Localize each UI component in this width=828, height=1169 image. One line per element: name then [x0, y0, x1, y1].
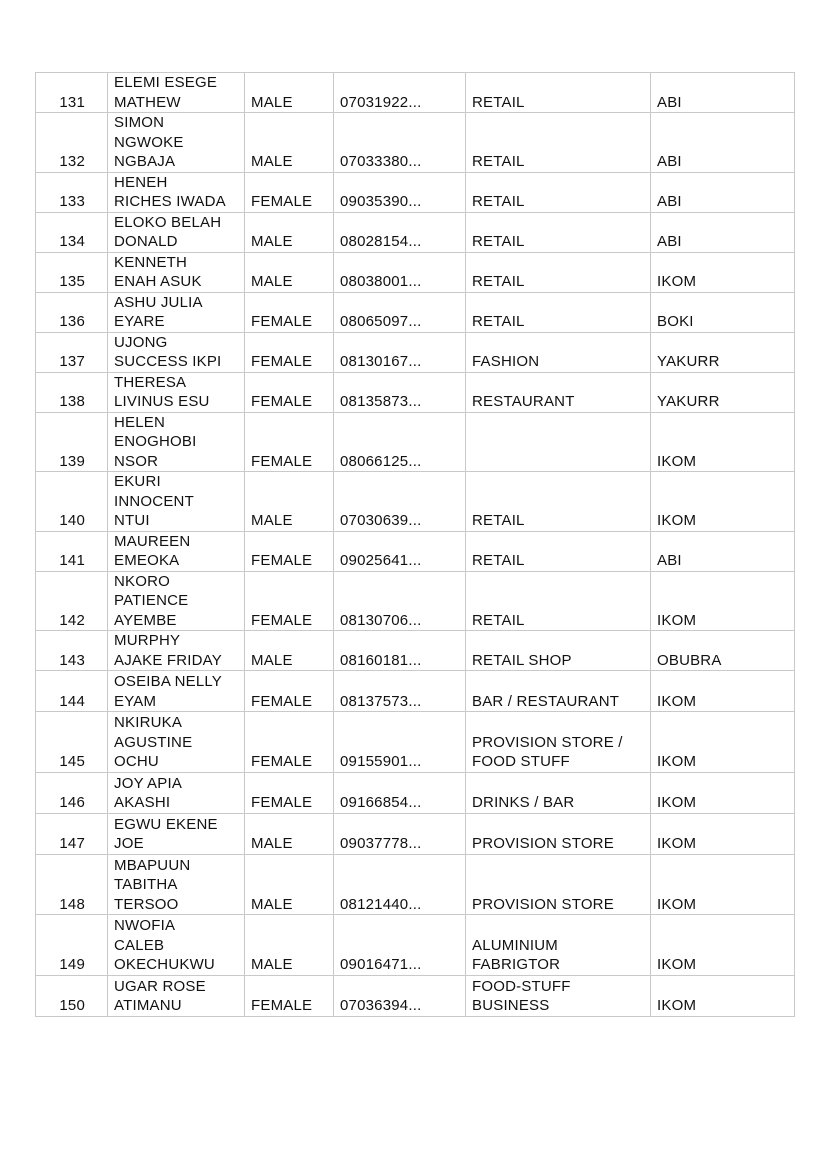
business-cell	[466, 412, 651, 472]
cell-line: PROVISION STORE	[472, 835, 614, 852]
cell-text: 08121440...	[340, 895, 422, 913]
table-row	[36, 813, 795, 854]
cell-text: 09037778...	[340, 835, 422, 852]
cell-text: 132	[59, 153, 85, 170]
cell-line: KENNETH	[114, 253, 188, 271]
gender-cell	[245, 772, 334, 813]
cell-line: CALEB	[114, 936, 165, 954]
cell-text: 137	[59, 353, 85, 370]
cell-line: MURPHY	[114, 632, 181, 649]
cell-line: NKIRUKA	[114, 714, 183, 731]
cell-text: 138	[59, 393, 85, 410]
cell-line: RETAIL	[472, 313, 525, 330]
cell-text: BOKI	[657, 313, 694, 330]
lga-cell	[651, 854, 795, 915]
phone-cell	[334, 671, 466, 712]
table-row	[36, 73, 795, 113]
cell-text: 145	[59, 753, 85, 770]
cell-line: EKURI	[114, 473, 161, 490]
gender-cell	[245, 975, 334, 1016]
cell-line: FOOD-STUFF	[472, 977, 571, 995]
gender-cell	[245, 252, 334, 292]
lga-cell	[651, 712, 795, 773]
cell-text: 135	[59, 273, 85, 290]
cell-line: ELEMI ESEGE	[114, 74, 218, 91]
serial-number-cell	[36, 113, 108, 173]
cell-line: PATIENCE	[114, 592, 189, 609]
cell-line: TABITHA	[114, 876, 178, 893]
phone-cell	[334, 372, 466, 412]
cell-line: RETAIL	[472, 273, 525, 290]
cell-text: 147	[59, 835, 85, 852]
cell-line: TERSOO	[114, 895, 179, 913]
phone-cell	[334, 975, 466, 1016]
serial-number-cell	[36, 671, 108, 712]
beneficiary-table	[35, 72, 795, 1017]
cell-text: 146	[59, 794, 85, 811]
name-cell	[108, 212, 245, 252]
cell-text: 09166854...	[340, 794, 422, 811]
gender-cell	[245, 915, 334, 976]
lga-cell	[651, 472, 795, 532]
gender-cell	[245, 631, 334, 671]
business-cell	[466, 252, 651, 292]
business-cell	[466, 212, 651, 252]
cell-line: OCHU	[114, 753, 159, 770]
cell-line: EMEOKA	[114, 552, 180, 569]
phone-cell	[334, 631, 466, 671]
cell-text: ABI	[657, 233, 682, 250]
cell-line: MAUREEN	[114, 532, 191, 550]
cell-text: 09016471...	[340, 956, 422, 973]
cell-line: RESTAURANT	[472, 393, 575, 410]
lga-cell	[651, 172, 795, 212]
cell-line: AGUSTINE	[114, 733, 193, 751]
cell-text: 08066125...	[340, 452, 422, 470]
phone-cell	[334, 571, 466, 631]
cell-line: BUSINESS	[472, 997, 550, 1014]
cell-text: MALE	[251, 835, 293, 852]
cell-line: FABRIGTOR	[472, 956, 561, 973]
cell-line: MBAPUUN	[114, 856, 191, 874]
cell-text: IKOM	[657, 835, 697, 852]
lga-cell	[651, 332, 795, 372]
cell-text: MALE	[251, 233, 293, 250]
cell-line: THERESA	[114, 373, 187, 391]
cell-text: IKOM	[657, 273, 697, 290]
cell-line: SIMON	[114, 114, 165, 131]
cell-line: NSOR	[114, 452, 159, 470]
cell-text: 148	[59, 895, 85, 913]
name-cell	[108, 531, 245, 571]
cell-line: HELEN	[114, 413, 166, 431]
phone-cell	[334, 712, 466, 773]
table-row	[36, 915, 795, 976]
table-row	[36, 531, 795, 571]
cell-text: 08130706...	[340, 611, 422, 629]
phone-cell	[334, 73, 466, 113]
cell-text: 136	[59, 313, 85, 330]
cell-text: FEMALE	[251, 313, 313, 330]
cell-text: FEMALE	[251, 353, 313, 370]
phone-cell	[334, 212, 466, 252]
table-row	[36, 412, 795, 472]
phone-cell	[334, 772, 466, 813]
serial-number-cell	[36, 854, 108, 915]
name-cell	[108, 472, 245, 532]
cell-text: 07033380...	[340, 153, 422, 170]
business-cell	[466, 915, 651, 976]
phone-cell	[334, 113, 466, 173]
lga-cell	[651, 531, 795, 571]
cell-text: FEMALE	[251, 692, 313, 710]
gender-cell	[245, 412, 334, 472]
cell-text: IKOM	[657, 692, 697, 710]
cell-text: MALE	[251, 273, 293, 290]
name-cell	[108, 631, 245, 671]
table-row	[36, 631, 795, 671]
cell-text: 143	[59, 651, 85, 669]
cell-text: 09155901...	[340, 753, 422, 770]
phone-cell	[334, 854, 466, 915]
cell-line: RETAIL SHOP	[472, 651, 572, 669]
cell-line: ENAH ASUK	[114, 273, 202, 290]
serial-number-cell	[36, 813, 108, 854]
cell-text: FEMALE	[251, 393, 313, 410]
name-cell	[108, 332, 245, 372]
table-row	[36, 472, 795, 532]
phone-cell	[334, 813, 466, 854]
cell-line: NGWOKE	[114, 133, 184, 151]
cell-line: EYAM	[114, 692, 157, 710]
cell-text: MALE	[251, 651, 293, 669]
cell-line: RETAIL	[472, 512, 525, 529]
cell-text: FEMALE	[251, 794, 313, 811]
business-cell	[466, 631, 651, 671]
serial-number-cell	[36, 531, 108, 571]
gender-cell	[245, 571, 334, 631]
cell-text: IKOM	[657, 794, 697, 811]
cell-text: IKOM	[657, 512, 697, 529]
lga-cell	[651, 73, 795, 113]
lga-cell	[651, 212, 795, 252]
name-cell	[108, 172, 245, 212]
business-cell	[466, 73, 651, 113]
serial-number-cell	[36, 212, 108, 252]
cell-line: JOE	[114, 835, 144, 852]
cell-line: ATIMANU	[114, 997, 182, 1014]
name-cell	[108, 813, 245, 854]
cell-line: PROVISION STORE	[472, 895, 614, 913]
gender-cell	[245, 113, 334, 173]
name-cell	[108, 712, 245, 773]
cell-line: RETAIL	[472, 233, 525, 250]
cell-line: FOOD STUFF	[472, 753, 570, 770]
serial-number-cell	[36, 372, 108, 412]
cell-text: 08065097...	[340, 313, 422, 330]
name-cell	[108, 571, 245, 631]
gender-cell	[245, 73, 334, 113]
cell-text: 09025641...	[340, 552, 422, 569]
business-cell	[466, 975, 651, 1016]
cell-text: 08038001...	[340, 273, 422, 290]
cell-text: 140	[59, 512, 85, 529]
cell-line: JOY APIA	[114, 774, 183, 792]
table-row	[36, 772, 795, 813]
cell-line: BAR / RESTAURANT	[472, 692, 620, 710]
serial-number-cell	[36, 332, 108, 372]
table-row	[36, 571, 795, 631]
cell-line: ALUMINIUM	[472, 936, 558, 954]
phone-cell	[334, 412, 466, 472]
cell-line: FASHION	[472, 353, 540, 370]
cell-line: RETAIL	[472, 611, 525, 629]
cell-line: OKECHUKWU	[114, 956, 215, 973]
cell-line: INNOCENT	[114, 492, 194, 510]
gender-cell	[245, 172, 334, 212]
business-cell	[466, 813, 651, 854]
cell-line: MATHEW	[114, 93, 181, 111]
cell-line: ENOGHOBI	[114, 433, 197, 450]
phone-cell	[334, 292, 466, 332]
cell-text: 08028154...	[340, 233, 422, 250]
cell-text: FEMALE	[251, 997, 313, 1014]
cell-text: 131	[59, 93, 85, 111]
cell-text: MALE	[251, 895, 293, 913]
table-row	[36, 712, 795, 773]
gender-cell	[245, 671, 334, 712]
cell-line: LIVINUS ESU	[114, 393, 210, 410]
cell-text: 07031922...	[340, 93, 422, 111]
cell-text: 149	[59, 956, 85, 973]
business-cell	[466, 772, 651, 813]
cell-text: ABI	[657, 193, 682, 210]
cell-line: AKASHI	[114, 794, 171, 811]
business-cell	[466, 531, 651, 571]
cell-text: MALE	[251, 93, 293, 111]
cell-text: 141	[59, 552, 85, 569]
table-row	[36, 172, 795, 212]
lga-cell	[651, 915, 795, 976]
serial-number-cell	[36, 472, 108, 532]
lga-cell	[651, 372, 795, 412]
lga-cell	[651, 412, 795, 472]
cell-line: SUCCESS IKPI	[114, 353, 222, 370]
cell-text: 142	[59, 611, 85, 629]
name-cell	[108, 292, 245, 332]
table-row	[36, 671, 795, 712]
cell-line: DRINKS / BAR	[472, 794, 575, 811]
name-cell	[108, 772, 245, 813]
cell-text: FEMALE	[251, 552, 313, 569]
cell-text: 07036394...	[340, 997, 422, 1014]
cell-text: 08137573...	[340, 692, 422, 710]
cell-line: NTUI	[114, 512, 150, 529]
cell-text: OBUBRA	[657, 651, 722, 669]
table-row	[36, 212, 795, 252]
gender-cell	[245, 372, 334, 412]
table-row	[36, 113, 795, 173]
cell-text: 07030639...	[340, 512, 422, 529]
table-row	[36, 854, 795, 915]
cell-line: ASHU JULIA	[114, 293, 203, 311]
business-cell	[466, 671, 651, 712]
cell-line: EYARE	[114, 313, 165, 330]
business-cell	[466, 292, 651, 332]
serial-number-cell	[36, 252, 108, 292]
cell-text: 08160181...	[340, 651, 422, 669]
business-cell	[466, 113, 651, 173]
cell-line: AYEMBE	[114, 611, 177, 629]
cell-text: IKOM	[657, 895, 697, 913]
name-cell	[108, 113, 245, 173]
name-cell	[108, 975, 245, 1016]
cell-line: RETAIL	[472, 193, 525, 210]
cell-line: PROVISION STORE /	[472, 733, 623, 751]
serial-number-cell	[36, 571, 108, 631]
gender-cell	[245, 212, 334, 252]
phone-cell	[334, 472, 466, 532]
name-cell	[108, 252, 245, 292]
name-cell	[108, 915, 245, 976]
name-cell	[108, 372, 245, 412]
name-cell	[108, 854, 245, 915]
cell-line: UGAR ROSE	[114, 977, 206, 995]
cell-text: 150	[59, 997, 85, 1014]
serial-number-cell	[36, 772, 108, 813]
business-cell	[466, 332, 651, 372]
cell-text: IKOM	[657, 997, 697, 1014]
cell-text: MALE	[251, 956, 293, 973]
cell-text: YAKURR	[657, 393, 720, 410]
cell-text: FEMALE	[251, 452, 313, 470]
serial-number-cell	[36, 915, 108, 976]
cell-line: NWOFIA	[114, 917, 176, 934]
lga-cell	[651, 571, 795, 631]
cell-line: RETAIL	[472, 552, 525, 569]
cell-text: IKOM	[657, 452, 697, 470]
gender-cell	[245, 332, 334, 372]
serial-number-cell	[36, 412, 108, 472]
cell-line: EGWU EKENE	[114, 815, 218, 833]
cell-text: IKOM	[657, 753, 697, 770]
cell-text: 133	[59, 193, 85, 210]
name-cell	[108, 671, 245, 712]
cell-text: ABI	[657, 552, 682, 569]
cell-text: FEMALE	[251, 193, 313, 210]
cell-line: AJAKE FRIDAY	[114, 651, 222, 669]
cell-text: 134	[59, 233, 85, 250]
gender-cell	[245, 712, 334, 773]
table-row	[36, 975, 795, 1016]
cell-text: 08135873...	[340, 393, 422, 410]
cell-line: RETAIL	[472, 93, 525, 111]
cell-line: NGBAJA	[114, 153, 176, 170]
cell-line: ELOKO BELAH	[114, 213, 222, 231]
business-cell	[466, 854, 651, 915]
cell-line: DONALD	[114, 233, 178, 250]
cell-text: FEMALE	[251, 611, 313, 629]
business-cell	[466, 372, 651, 412]
serial-number-cell	[36, 172, 108, 212]
cell-line: OSEIBA NELLY	[114, 673, 223, 690]
cell-line: RICHES IWADA	[114, 193, 226, 210]
cell-text: IKOM	[657, 611, 697, 629]
gender-cell	[245, 813, 334, 854]
cell-text: FEMALE	[251, 753, 313, 770]
cell-text: 139	[59, 452, 85, 470]
name-cell	[108, 412, 245, 472]
cell-text: MALE	[251, 512, 293, 529]
lga-cell	[651, 252, 795, 292]
table-row	[36, 372, 795, 412]
gender-cell	[245, 854, 334, 915]
serial-number-cell	[36, 975, 108, 1016]
business-cell	[466, 172, 651, 212]
gender-cell	[245, 292, 334, 332]
serial-number-cell	[36, 631, 108, 671]
lga-cell	[651, 631, 795, 671]
cell-text: 08130167...	[340, 353, 422, 370]
cell-text: 144	[59, 692, 85, 710]
gender-cell	[245, 472, 334, 532]
lga-cell	[651, 113, 795, 173]
serial-number-cell	[36, 73, 108, 113]
gender-cell	[245, 531, 334, 571]
name-cell	[108, 73, 245, 113]
phone-cell	[334, 531, 466, 571]
table-body	[36, 73, 795, 1017]
cell-line: NKORO	[114, 572, 171, 590]
table-row	[36, 292, 795, 332]
lga-cell	[651, 975, 795, 1016]
phone-cell	[334, 172, 466, 212]
cell-text: IKOM	[657, 956, 697, 973]
business-cell	[466, 571, 651, 631]
table-row	[36, 252, 795, 292]
cell-text: ABI	[657, 153, 682, 170]
cell-text: YAKURR	[657, 353, 720, 370]
phone-cell	[334, 332, 466, 372]
lga-cell	[651, 292, 795, 332]
serial-number-cell	[36, 712, 108, 773]
table-row	[36, 332, 795, 372]
cell-text: ABI	[657, 93, 682, 111]
cell-line: HENEH	[114, 173, 168, 191]
cell-text: MALE	[251, 153, 293, 170]
lga-cell	[651, 813, 795, 854]
business-cell	[466, 472, 651, 532]
business-cell	[466, 712, 651, 773]
cell-text: 09035390...	[340, 193, 422, 210]
phone-cell	[334, 915, 466, 976]
lga-cell	[651, 671, 795, 712]
phone-cell	[334, 252, 466, 292]
serial-number-cell	[36, 292, 108, 332]
cell-line: UJONG	[114, 333, 168, 351]
cell-line: RETAIL	[472, 153, 525, 170]
lga-cell	[651, 772, 795, 813]
